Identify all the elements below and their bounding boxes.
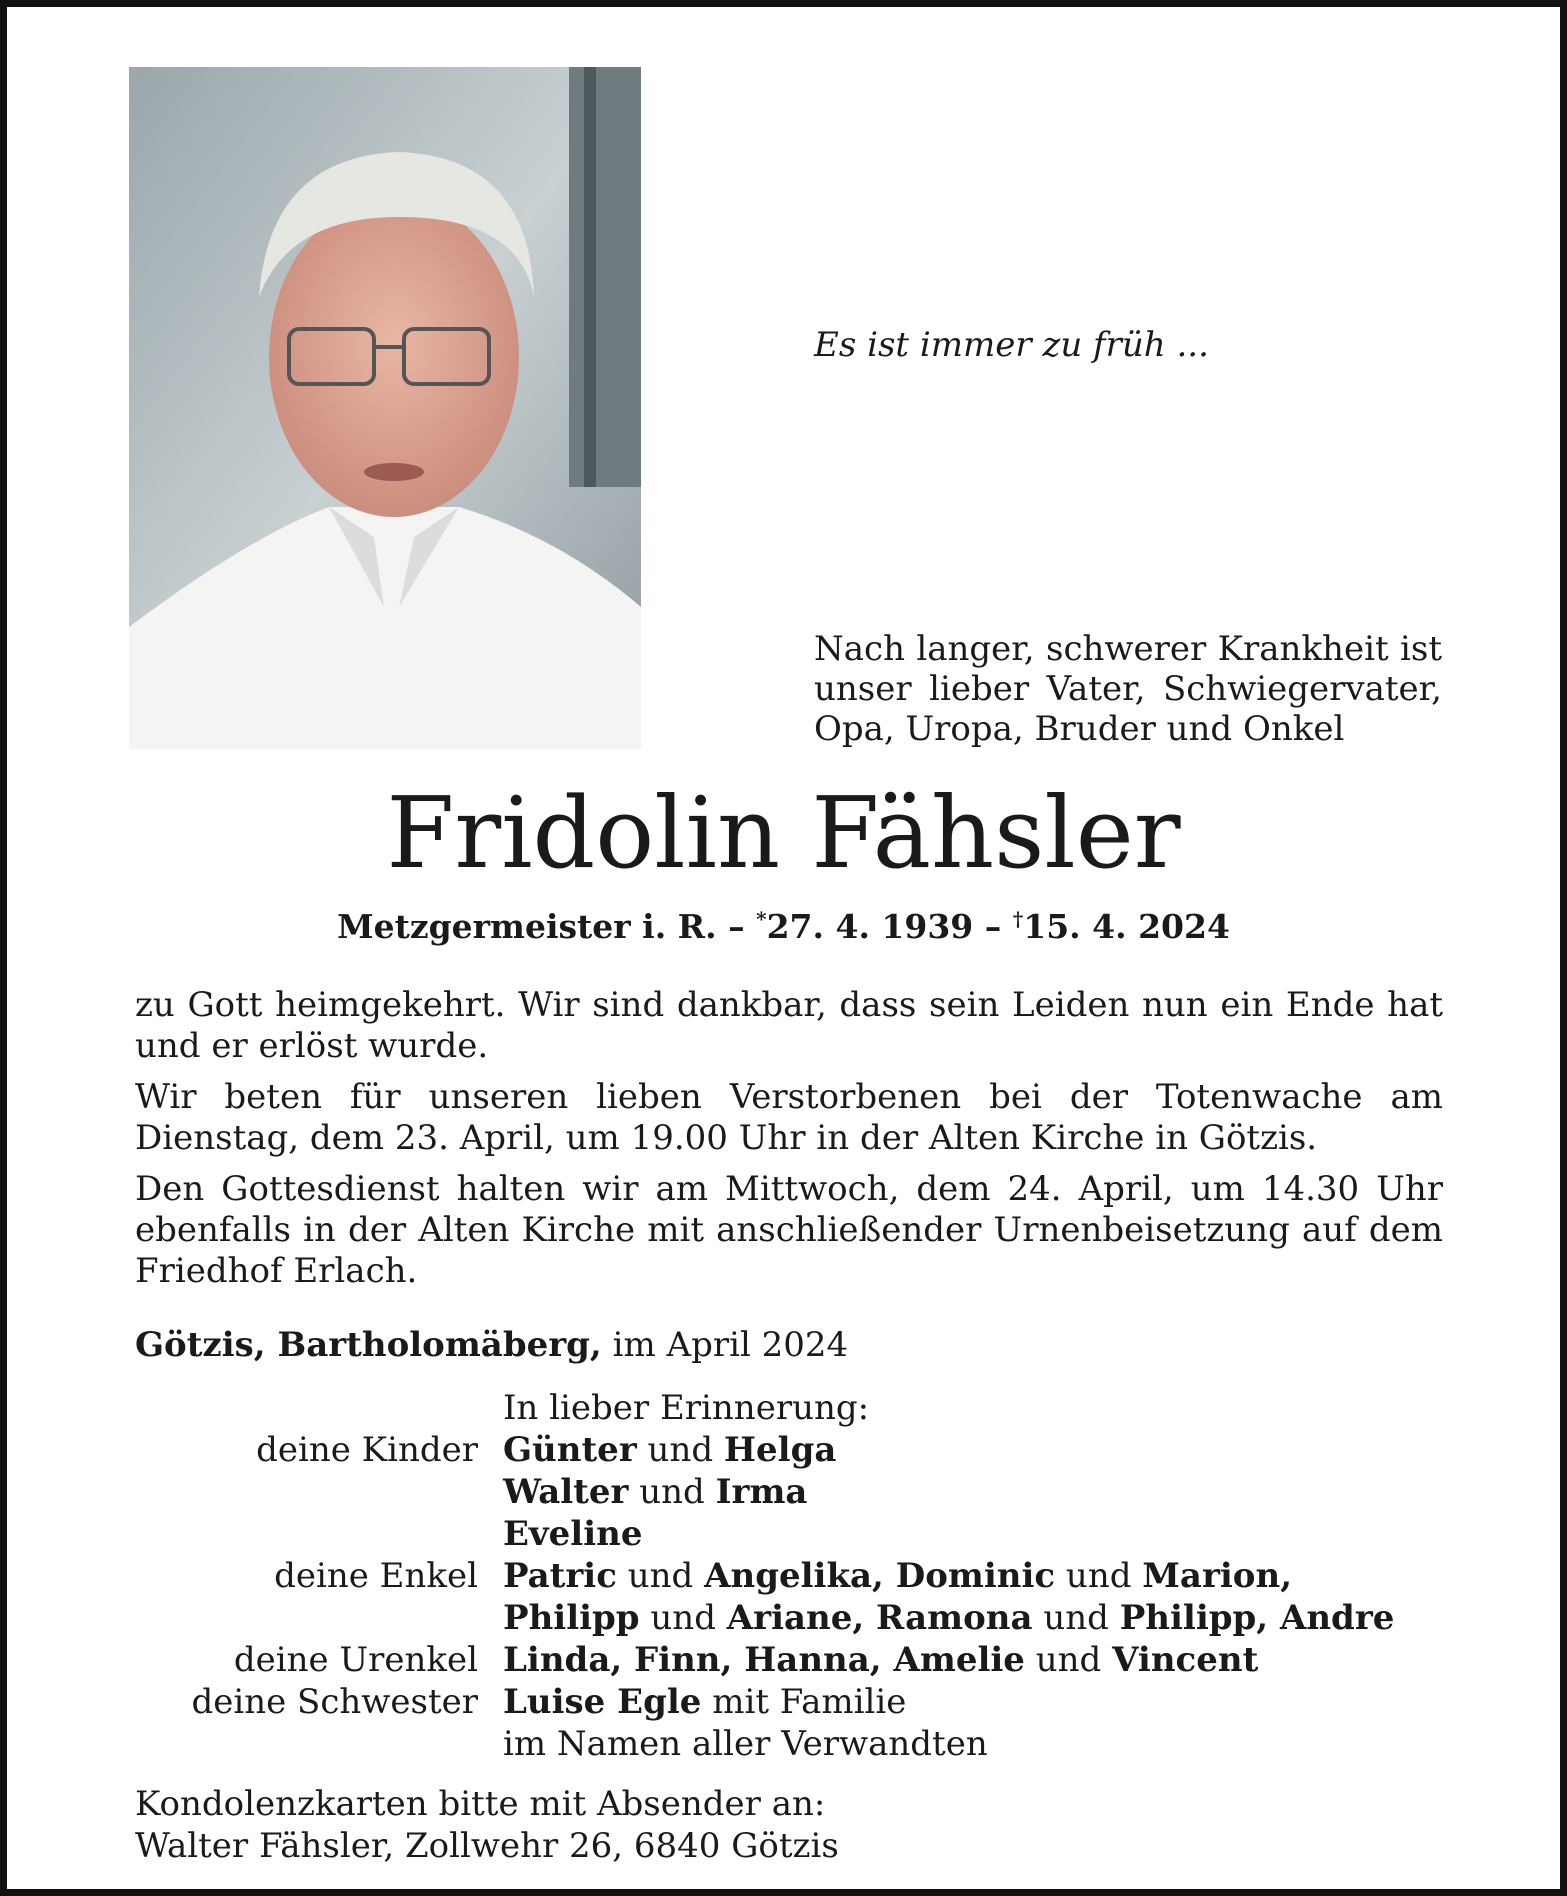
family-names <box>503 1555 1292 1597</box>
connector-text: und <box>628 1472 716 1512</box>
family-row <box>135 1471 1445 1513</box>
date-line: im April 2024 <box>612 1325 849 1365</box>
family-role-label <box>135 1597 503 1639</box>
connector-text: und <box>639 1598 727 1638</box>
portrait-photo <box>129 67 641 749</box>
family-row <box>135 1387 1445 1429</box>
portrait-image <box>129 67 641 749</box>
motto: Es ist immer zu früh ... <box>814 325 1209 365</box>
family-member-name: Vincent <box>1112 1640 1259 1680</box>
connector-text: und <box>1032 1598 1120 1638</box>
family-member-name: Walter <box>503 1472 629 1512</box>
announcement-body <box>135 985 1443 1302</box>
paragraph: zu Gott heimgekehrt. Wir sind dankbar, dass sein Leiden nun ein Ende hat und er erlöst wurde. <box>135 985 1443 1066</box>
dash-separator: – <box>728 907 745 946</box>
family-names <box>503 1681 906 1723</box>
deceased-name: Fridolin Fähsler <box>386 777 1181 891</box>
place-date-line <box>135 1325 848 1365</box>
connector-text: mit Familie <box>701 1682 907 1722</box>
family-row <box>135 1639 1445 1681</box>
family-names <box>503 1429 836 1471</box>
condolence-note <box>135 1783 839 1867</box>
family-role-label: deine Schwester <box>191 1682 478 1722</box>
connector-text: und <box>1055 1556 1143 1596</box>
connector-text: und <box>636 1430 724 1470</box>
place: Götzis, Bartholomäberg, <box>135 1325 602 1365</box>
paragraph: Wir beten für unseren lieben Verstorbenen bei der Totenwache am Dienstag, dem 23. April, um 19.00 Uhr in der Alten Kirche in Götzis. <box>135 1077 1443 1158</box>
family-names <box>503 1639 1258 1681</box>
family-member-name: Patric <box>503 1556 617 1596</box>
family-list <box>135 1387 1445 1765</box>
family-member-name: Luise Egle <box>503 1682 702 1722</box>
family-member-name: Linda, Finn, Hanna, Amelie <box>503 1640 1025 1680</box>
birth-symbol: * <box>756 907 767 931</box>
profession: Metzgermeister i. R. <box>337 907 717 946</box>
family-role-label <box>135 1387 503 1429</box>
family-names <box>503 1513 643 1555</box>
family-row <box>135 1555 1445 1597</box>
dash-separator: – <box>984 907 1002 946</box>
family-role-label: deine Urenkel <box>233 1640 478 1680</box>
family-names: In lieber Erinnerung: <box>503 1388 870 1428</box>
family-row <box>135 1513 1445 1555</box>
death-date: 15. 4. 2024 <box>1023 907 1230 946</box>
family-member-name: Eveline <box>503 1514 643 1554</box>
family-row <box>135 1429 1445 1471</box>
family-member-name: Philipp <box>503 1598 640 1638</box>
family-row <box>135 1723 1445 1765</box>
family-names: im Namen aller Verwandten <box>503 1724 988 1764</box>
condolence-line: Kondolenzkarten bitte mit Absender an: <box>135 1784 826 1824</box>
family-role-label: deine Enkel <box>274 1556 478 1596</box>
connector-text: und <box>1024 1640 1113 1680</box>
family-member-name: Helga <box>723 1430 837 1470</box>
family-role-label <box>135 1471 503 1513</box>
death-symbol: † <box>1012 907 1024 931</box>
family-member-name: Angelika, Dominic <box>704 1556 1056 1596</box>
family-member-name: Marion, <box>1142 1556 1293 1596</box>
family-role-label: deine Kinder <box>256 1430 478 1470</box>
life-dates <box>7 907 1560 946</box>
family-member-name: Ariane, Ramona <box>726 1598 1033 1638</box>
family-names <box>503 1471 807 1513</box>
connector-text: und <box>616 1556 705 1596</box>
family-row <box>135 1681 1445 1723</box>
family-member-name: Irma <box>715 1472 808 1512</box>
intro-text: Nach langer, schwerer Krankheit ist unser lieber Vater, Schwiegervater, Opa, Uropa, Bruder und Onkel <box>814 629 1442 749</box>
paragraph: Den Gottesdienst halten wir am Mittwoch, dem 24. April, um 14.30 Uhr ebenfalls in der Alten Kirche mit anschließender Urnenbeisetzung auf dem Friedhof Erlach. <box>135 1169 1443 1291</box>
family-role-label <box>135 1513 503 1555</box>
family-member-name: Günter <box>503 1430 637 1470</box>
birth-date: 27. 4. 1939 <box>766 907 974 946</box>
family-names <box>503 1597 1394 1639</box>
family-member-name: Philipp, Andre <box>1119 1598 1395 1638</box>
family-role-label <box>135 1723 503 1765</box>
family-row <box>135 1597 1445 1639</box>
condolence-address: Walter Fähsler, Zollwehr 26, 6840 Götzis <box>135 1826 839 1866</box>
